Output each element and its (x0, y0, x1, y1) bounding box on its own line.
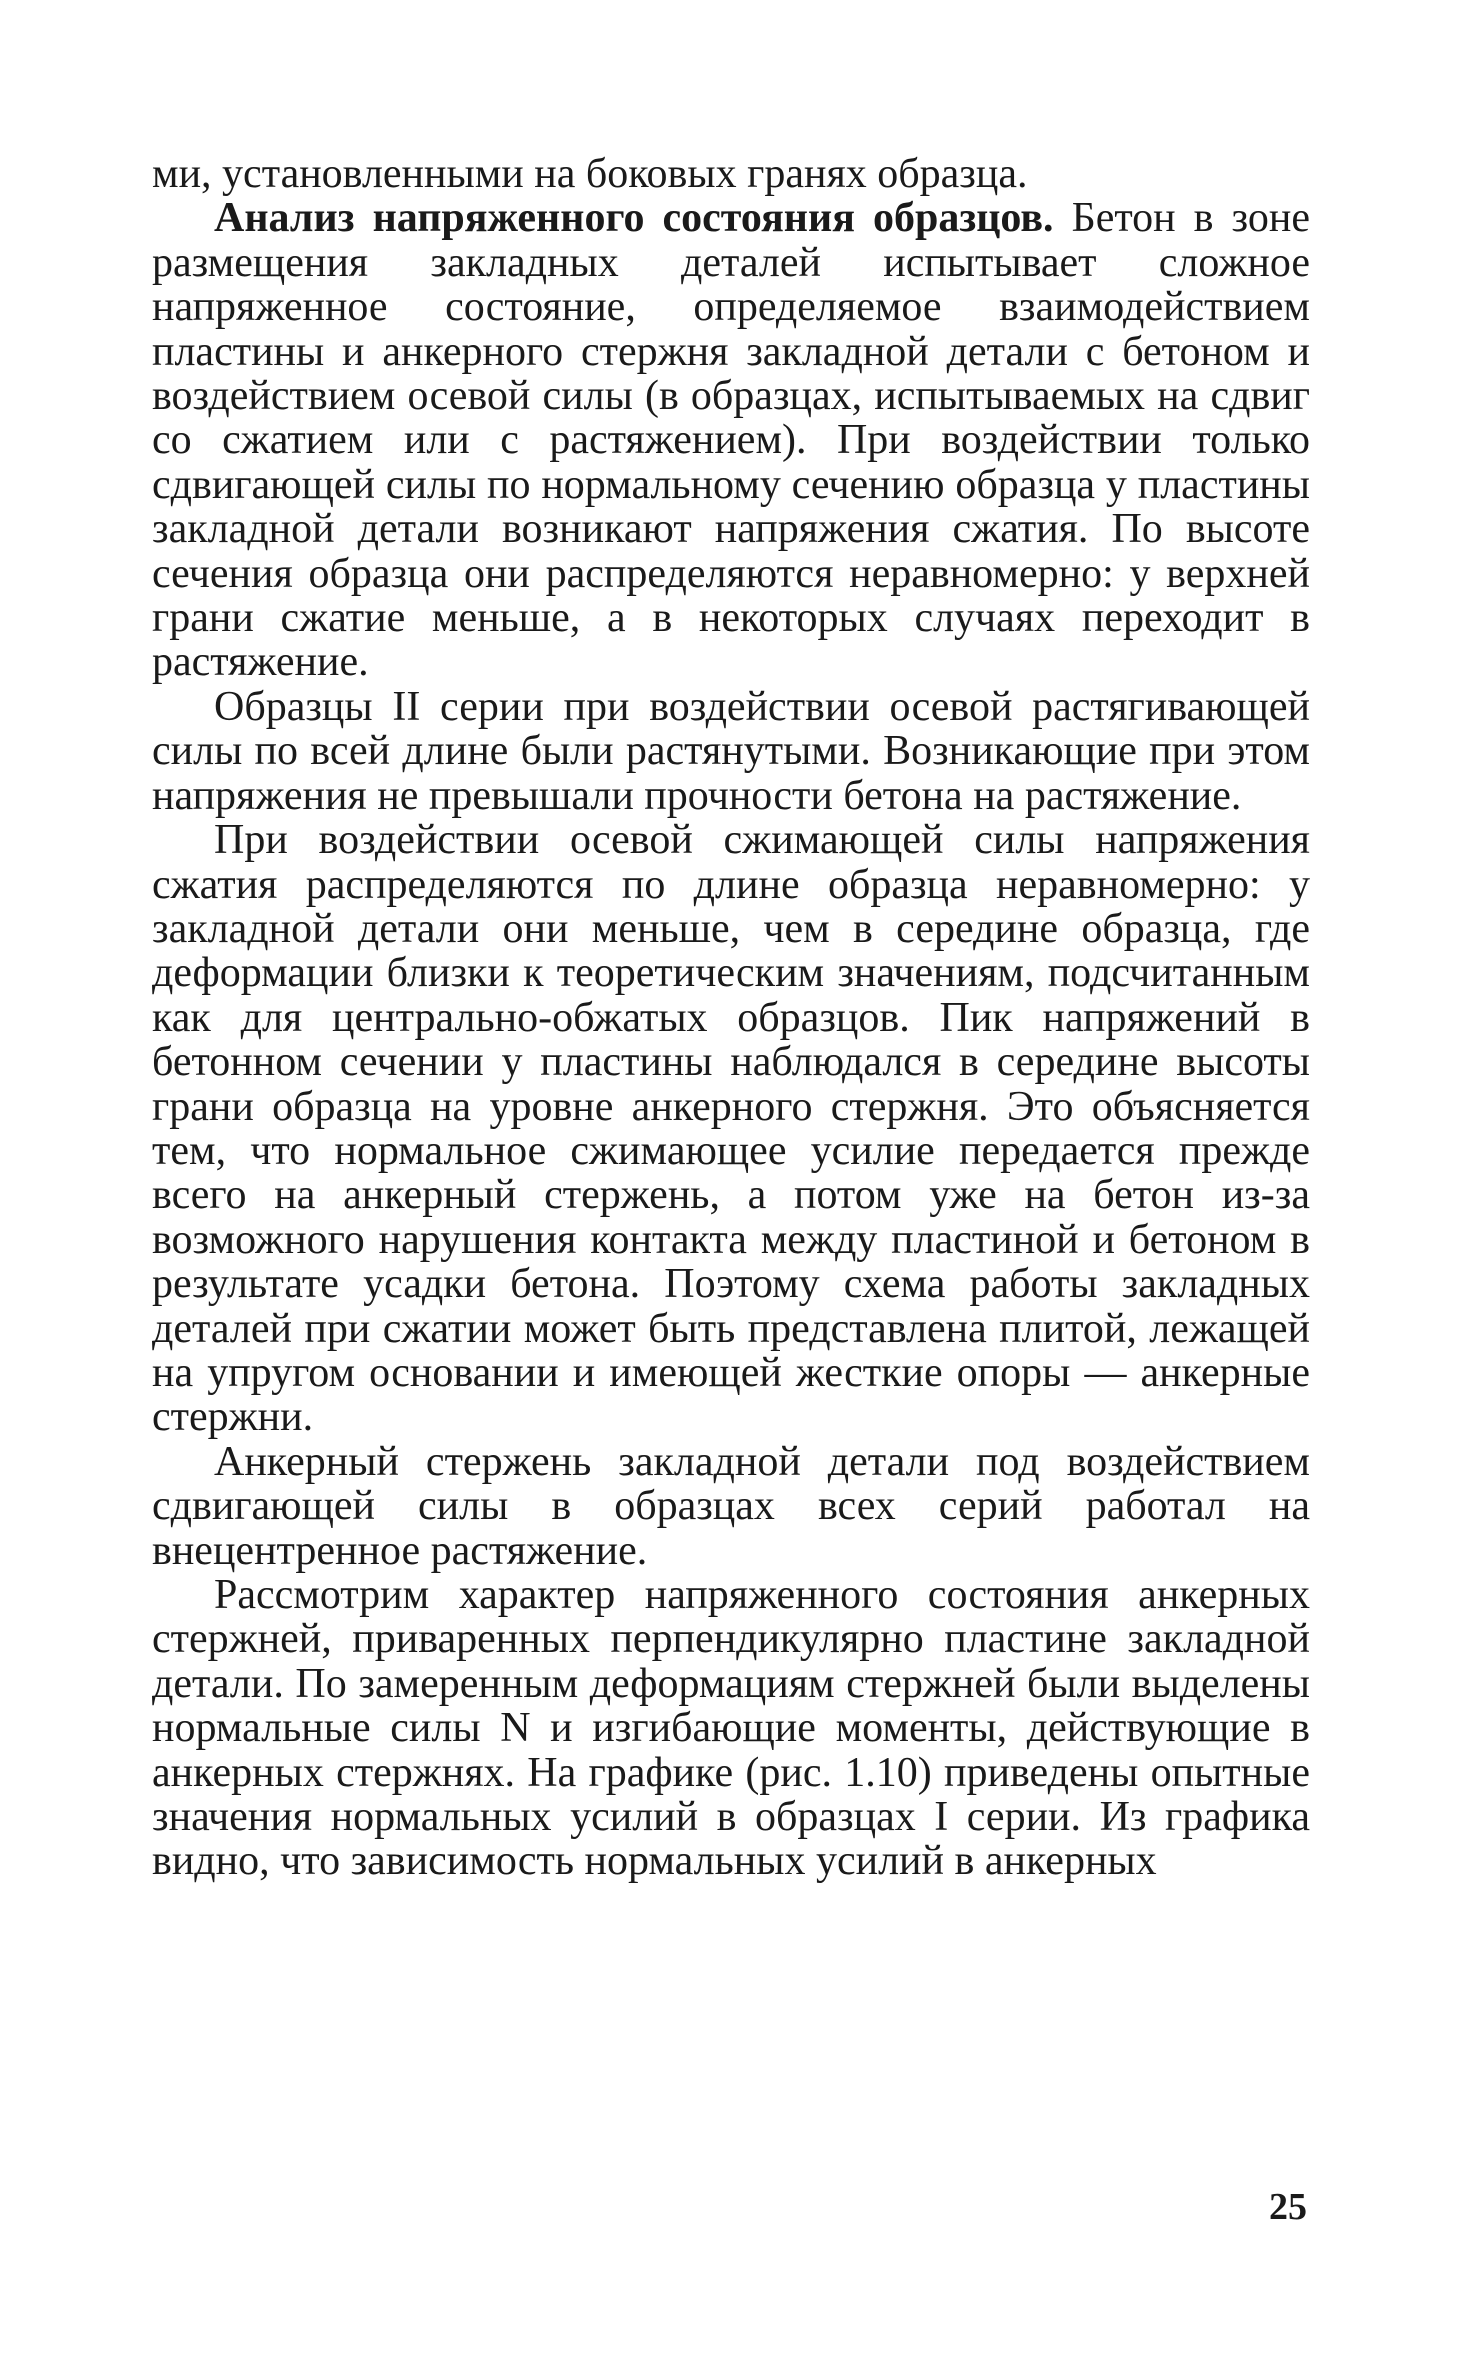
paragraph-stress-analysis (152, 196, 1310, 684)
section-lead: Анализ напряженного состояния образцов. (214, 195, 1054, 242)
paragraph-continuation: ми, установленными на боковых гранях образца. (152, 151, 1028, 197)
paragraph-text: Бетон в зоне размещения закладных деталей испытывает сложное напряженное состояние, определяемое взаимодействием пластины и анкерного стержня закладной детали с бетоном и воздействием осевой силы (в образцах, испытываемых на сдвиг со сжатием или с растяжением). При воздействии только сдвигающей силы по нормальному сечению образца у пластины закладной детали возникают напряжения сжатия. По высоте сечения образца они распределяются неравномерно: у верхней грани сжатие меньше, а в некоторых случаях переходит в растяжение. (152, 195, 1310, 686)
paragraph-compression: При воздействии осевой сжимающей силы напряжения сжатия распределяются по длине образца неравномерно: у закладной детали они меньше, чем в середине образца, где деформации близки к теоретическим значениям, подсчитанным как для центрально-обжатых образцов. Пик напряжений в бетонном сечении у пластины наблюдался в середине высоты грани образца на уровне анкерного стержня. Это объясняется тем, что нормальное сжимающее усилие передается прежде всего на анкерный стержень, а потом уже на бетон из-за возможного нарушения контакта между пластиной и бетоном в результате усадки бетона. Поэтому схема работы закладных деталей при сжатии может быть представлена плитой, лежащей на упругом основании и имеющей жесткие опоры — анкерные стержни. (152, 817, 1310, 1441)
body-text (152, 152, 1310, 1884)
paragraph-series-two: Образцы II серии при воздействии осевой растягивающей силы по всей длине были растянутыми. Возникающие при этом напряжения не превышали прочности бетона на растяжение. (152, 683, 1310, 819)
paragraph-stress-state: Рассмотрим характер напряженного состояния анкерных стержней, приваренных перпендикулярно пластине закладной детали. По замеренным деформациям стержней были выделены нормальные силы N и изгибающие моменты, действующие в анкерных стержнях. На графике (рис. 1.10) приведены опытные значения нормальных усилий в образцах I серии. Из графика видно, что зависимость нормальных усилий в анкерных (152, 1572, 1310, 1885)
paragraph-anchor-rod: Анкерный стержень закладной детали под воздействием сдвигающей силы в образцах всех серий работал на внецентренное растяжение. (152, 1438, 1310, 1574)
page-number: 25 (1269, 2186, 1307, 2228)
